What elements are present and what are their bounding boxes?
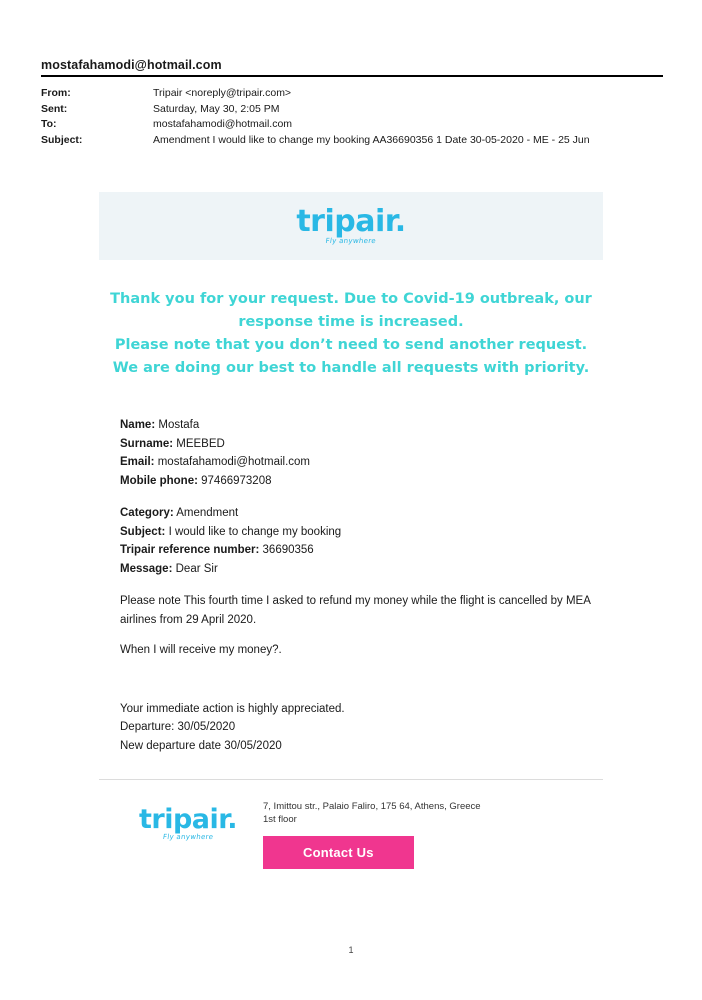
- message-paragraph-2: When I will receive my money?.: [120, 644, 282, 656]
- detail-mobile-label: Mobile phone:: [120, 474, 198, 487]
- field-label-sent: Sent:: [41, 102, 68, 115]
- brand-name: tripair: [296, 204, 395, 239]
- new-departure-line: New departure date 30/05/2020: [120, 739, 282, 752]
- detail-reference-value: 36690356: [262, 544, 314, 556]
- field-row: [41, 102, 663, 118]
- detail-reference: [120, 541, 603, 560]
- detail-subject-value: I would like to change my booking: [168, 525, 342, 538]
- detail-reference-label: Tripair reference number:: [120, 544, 260, 556]
- notice-line-3: We are doing our best to handle all requests with priority.: [112, 360, 590, 376]
- covid-notice: [99, 288, 603, 380]
- detail-surname-value: MEEBED: [176, 437, 225, 450]
- detail-message: [120, 560, 603, 579]
- spacer: [120, 578, 603, 592]
- detail-category-value: Amendment: [176, 507, 239, 519]
- spacer: [120, 490, 603, 504]
- footer-brand-wordmark: [113, 806, 263, 833]
- detail-email-label: Email:: [120, 456, 155, 468]
- field-row: [41, 133, 663, 149]
- detail-message-label: Message:: [120, 562, 173, 575]
- brand-dot: .: [394, 204, 406, 239]
- detail-mobile: [120, 472, 603, 491]
- page-number: 1: [348, 945, 354, 955]
- detail-surname: [120, 435, 603, 454]
- footer-brand-name: tripair: [138, 804, 228, 835]
- footer-brand-dot: .: [227, 804, 237, 835]
- footer-content: [263, 798, 603, 869]
- field-label-to: To:: [41, 118, 57, 130]
- spacer: [120, 629, 603, 641]
- detail-category: [120, 504, 603, 523]
- email-header: [41, 58, 663, 148]
- footer-brand-tagline: Fly anywhere: [162, 833, 214, 841]
- detail-name-label: Name:: [120, 419, 156, 431]
- request-details: [99, 416, 603, 755]
- email-footer: [99, 798, 603, 869]
- detail-email: [120, 453, 603, 472]
- brand-tagline: Fly anywhere: [325, 237, 377, 245]
- detail-name: [120, 416, 603, 435]
- departure-line: Departure: 30/05/2020: [120, 721, 236, 733]
- field-row: [41, 86, 663, 102]
- detail-email-value: mostafahamodi@hotmail.com: [157, 456, 311, 468]
- tripair-logo-footer: [113, 806, 263, 841]
- detail-category-label: Category:: [120, 507, 174, 519]
- field-value-sent: Saturday, May 30, 2:05 PM: [153, 102, 280, 115]
- notice-line-2: Please note that you don’t need to send another request.: [114, 337, 588, 353]
- closing-line: Your immediate action is highly appreciated.: [120, 702, 345, 715]
- tripair-logo: [296, 204, 406, 245]
- field-value-from: Tripair <noreply@tripair.com>: [153, 87, 292, 99]
- footer-divider: [99, 779, 603, 780]
- detail-subject-label: Subject:: [120, 525, 166, 538]
- account-address: mostafahamodi@hotmail.com: [41, 58, 222, 72]
- spacer: [120, 660, 603, 700]
- detail-subject: [120, 523, 603, 542]
- contact-us-button[interactable]: Contact Us: [263, 836, 414, 869]
- header-divider: [41, 75, 663, 77]
- message-paragraph-1: Please note This fourth time I asked to refund my money while the flight is cancelled by MEA airlines from 29 April 2020.: [120, 595, 591, 626]
- footer-logo: [99, 798, 263, 841]
- email-fields: [41, 86, 663, 148]
- company-address: [263, 800, 603, 826]
- notice-line-1: Thank you for your request. Due to Covid-19 outbreak, our response time is increased.: [110, 291, 592, 330]
- detail-name-value: Mostafa: [158, 419, 200, 431]
- detail-message-value: Dear Sir: [175, 562, 218, 575]
- field-value-subject: Amendment I would like to change my booking AA36690356 1 Date 30-05-2020 - ME - 25 Jun: [153, 133, 590, 146]
- field-label-subject: Subject:: [41, 133, 83, 146]
- field-row: [41, 117, 663, 133]
- detail-surname-label: Surname:: [120, 437, 174, 450]
- field-label-from: From:: [41, 87, 71, 99]
- email-body: [99, 192, 603, 869]
- brand-header-band: [99, 192, 603, 260]
- address-line-1: 7, Imittou str., Palaio Faliro, 175 64, Athens, Greece: [263, 801, 481, 812]
- brand-wordmark: [296, 204, 406, 239]
- address-line-2: 1st floor: [263, 814, 297, 825]
- field-value-to: mostafahamodi@hotmail.com: [153, 118, 293, 130]
- detail-mobile-value: 97466973208: [201, 474, 272, 487]
